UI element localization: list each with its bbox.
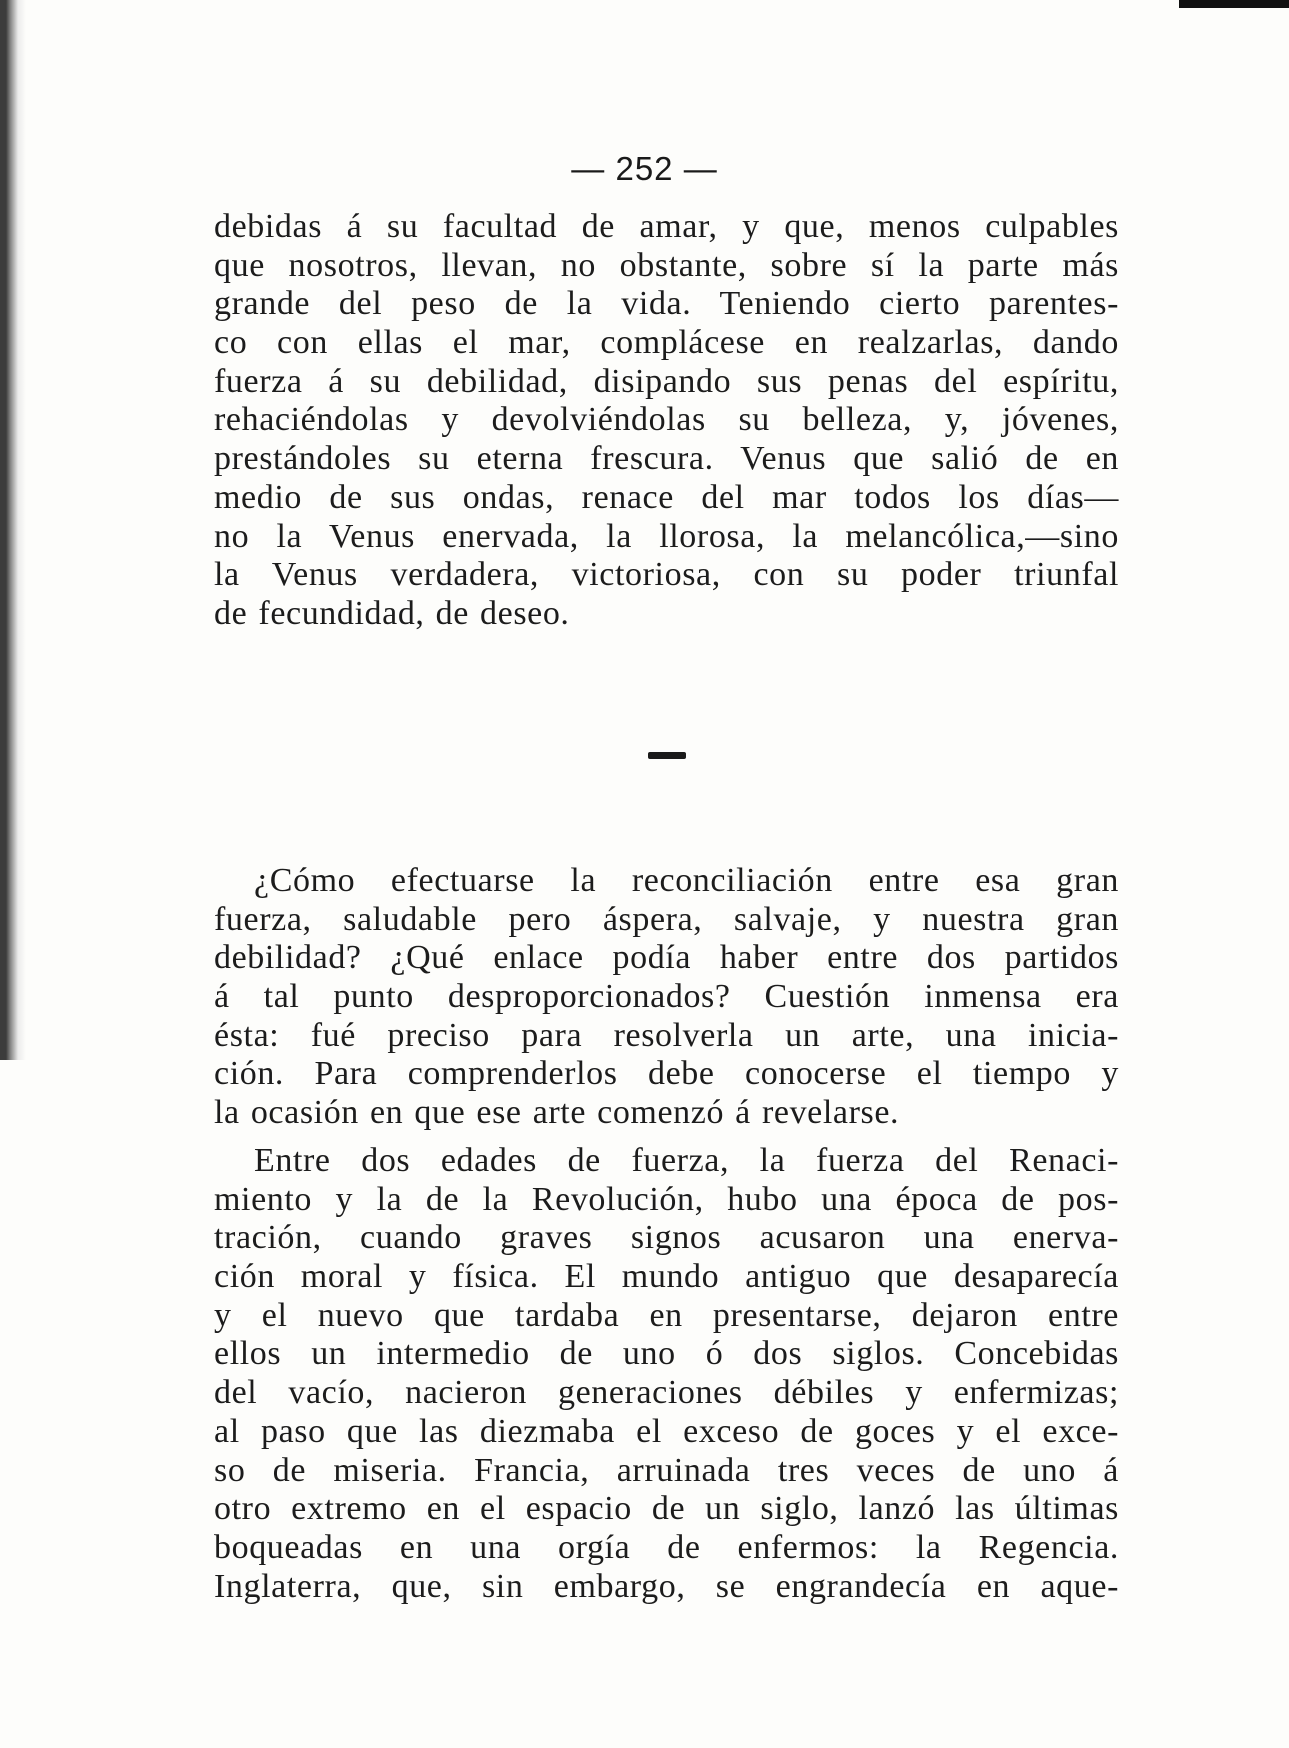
page-number: — 252 — [571, 150, 718, 187]
text-line: debilidad? ¿Qué enlace podía haber entre dos partidos [214, 939, 1119, 977]
text-line: co con ellas el mar, complácese en realzarlas, dando [214, 324, 1119, 362]
text-line: ¿Cómo efectuarse la reconciliación entre esa gran [254, 862, 1119, 899]
text-line: del vacío, nacieron generaciones débiles y enfermizas; [214, 1374, 1119, 1412]
text-line: fuerza á su debilidad, disipando sus penas del espíritu, [214, 362, 1119, 400]
text-line: que nosotros, llevan, no obstante, sobre sí la parte más [214, 246, 1119, 284]
text-line: rehaciéndolas y devolviéndolas su belleza, y, jóvenes, [214, 401, 1119, 439]
text-line: debidas á su facultad de amar, y que, menos culpables [214, 208, 1119, 245]
text-line: fuerza, saludable pero áspera, salvaje, y nuestra gran [214, 900, 1119, 938]
text-line: ellos un intermedio de uno ó dos siglos. Concebidas [214, 1335, 1119, 1373]
paragraph-3 [214, 1142, 1119, 1606]
text-line: y el nuevo que tardaba en presentarse, dejaron entre [214, 1296, 1119, 1334]
text-line: tración, cuando graves signos acusaron una enerva- [214, 1219, 1119, 1257]
text-line: no la Venus enervada, la llorosa, la melancólica,—sino [214, 517, 1119, 555]
text-line: ción moral y física. El mundo antiguo que desaparecía [214, 1258, 1119, 1296]
text-line: grande del peso de la vida. Teniendo cierto parentes- [214, 285, 1119, 323]
text-line: la ocasión en que ese arte comenzó á revelarse. [214, 1094, 900, 1132]
section-separator [648, 752, 686, 759]
text-line: boqueadas en una orgía de enfermos: la Regencia. [214, 1528, 1119, 1566]
text-line: otro extremo en el espacio de un siglo, lanzó las últimas [214, 1490, 1119, 1528]
text-line: de fecundidad, de deseo. [214, 594, 570, 632]
paragraph-1 [214, 208, 1119, 634]
text-line: á tal punto desproporcionados? Cuestión inmensa era [214, 978, 1119, 1016]
text-line: ésta: fué preciso para resolverla un arte, una inicia- [214, 1016, 1119, 1054]
text-line: Entre dos edades de fuerza, la fuerza del Renaci- [254, 1142, 1119, 1179]
scan-top-rule [1179, 0, 1289, 8]
text-line: la Venus verdadera, victoriosa, con su poder triunfal [214, 556, 1119, 594]
text-line: ción. Para comprenderlos debe conocerse el tiempo y [214, 1055, 1119, 1093]
paragraph-2 [214, 862, 1119, 1133]
text-line: medio de sus ondas, renace del mar todos los días— [214, 478, 1119, 516]
text-line: prestándoles su eterna frescura. Venus que salió de en [214, 440, 1119, 478]
text-line: miento y la de la Revolución, hubo una época de pos- [214, 1180, 1119, 1218]
text-line: so de miseria. Francia, arruinada tres veces de uno á [214, 1451, 1119, 1489]
text-line: Inglaterra, que, sin embargo, se engrandecía en aque- [214, 1567, 1119, 1605]
text-line: al paso que las diezmaba el exceso de goces y el exce- [214, 1412, 1119, 1450]
